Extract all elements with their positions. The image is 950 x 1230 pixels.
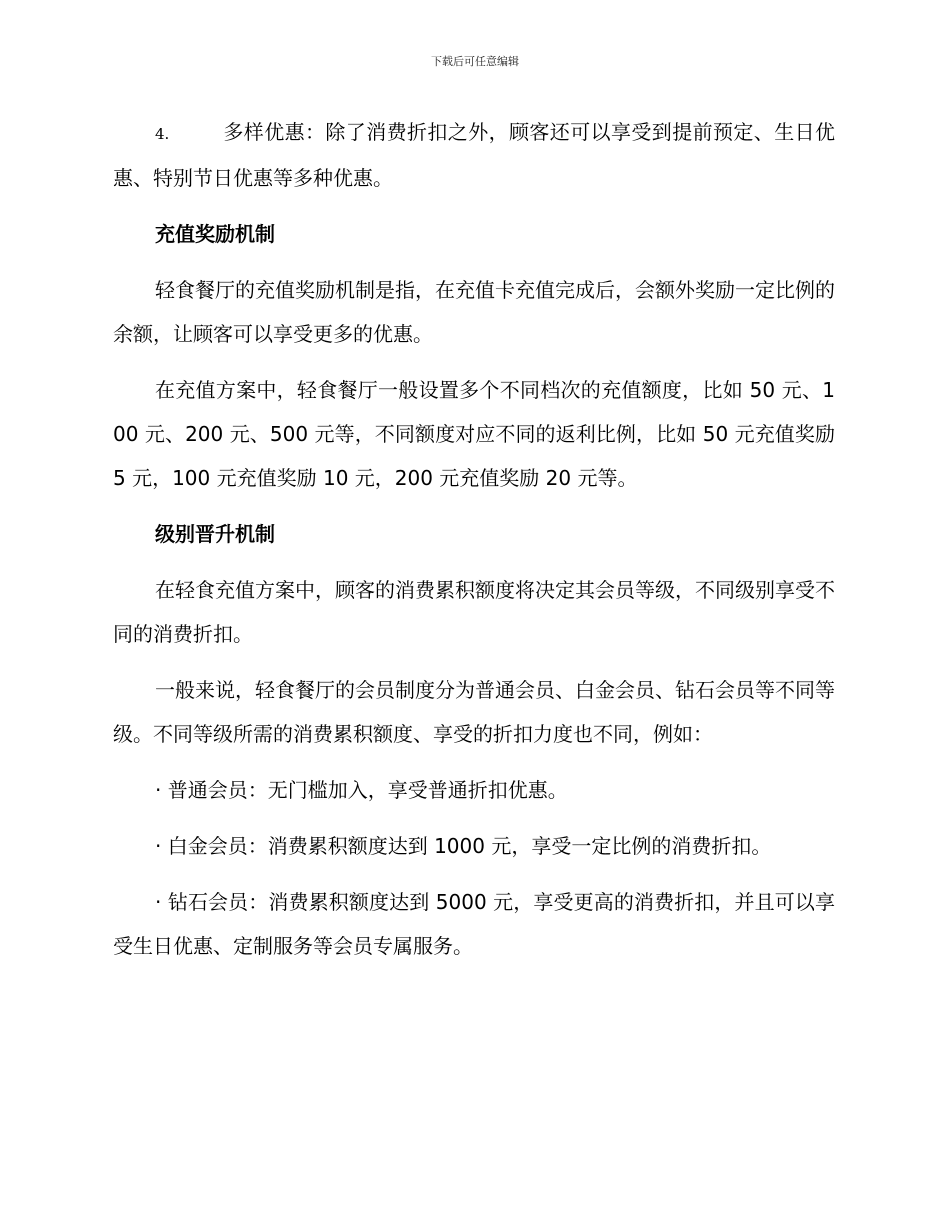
list-item-text: 多样优惠：除了消费折扣之外，顾客还可以享受到提前预定、生日优惠、特别节日优惠等多种优惠。 — [113, 120, 835, 190]
list-item-4 — [113, 110, 835, 200]
paragraph-level-tiers: 一般来说，轻食餐厅的会员制度分为普通会员、白金会员、钻石会员等不同等级。不同等级所需的消费累积额度、享受的折扣力度也不同，例如： — [113, 678, 835, 746]
page-header: 下载后可任意编辑 — [431, 55, 519, 68]
paragraph-level-intro: 在轻食充值方案中，顾客的消费累积额度将决定其会员等级，不同级别享受不同的消费折扣。 — [113, 578, 835, 646]
list-number: 4. — [155, 125, 170, 143]
paragraph-recharge-definition: 轻食餐厅的充值奖励机制是指，在充值卡充值完成后，会额外奖励一定比例的余额，让顾客可以享受更多的优惠。 — [113, 278, 835, 346]
heading-level-promotion: 级别晋升机制 — [155, 522, 275, 546]
heading-recharge-reward: 充值奖励机制 — [155, 222, 275, 246]
document-body — [113, 110, 835, 980]
paragraph-recharge-tiers: 在充值方案中，轻食餐厅一般设置多个不同档次的充值额度，比如 50 元、100 元、200 元、500 元等，不同额度对应不同的返利比例，比如 50 元充值奖励 5 元，100 元充值奖励 10 元，200 元充值奖励 20 元等。 — [113, 378, 835, 490]
bullet-diamond-member: · 钻石会员：消费累积额度达到 5000 元，享受更高的消费折扣，并且可以享受生日优惠、定制服务等会员专属服务。 — [113, 890, 835, 958]
bullet-platinum-member: · 白金会员：消费累积额度达到 1000 元，享受一定比例的消费折扣。 — [155, 834, 772, 858]
bullet-regular-member: · 普通会员：无门槛加入，享受普通折扣优惠。 — [155, 778, 568, 802]
